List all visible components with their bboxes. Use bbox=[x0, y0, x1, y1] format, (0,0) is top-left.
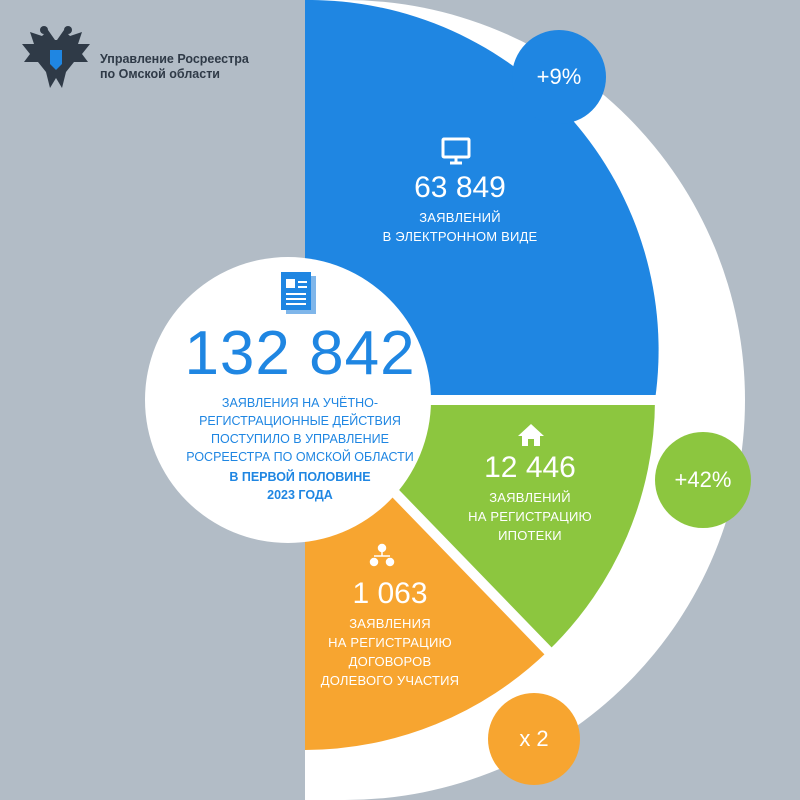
total-block bbox=[160, 319, 440, 388]
organization-line-1: Управление Росреестра bbox=[100, 52, 249, 66]
badge-electronic-growth: +9% bbox=[512, 30, 606, 124]
shared-construction-line-3: ДОГОВОРОВ bbox=[348, 654, 432, 669]
total-line-4: РОСРЕЕСТРА ПО ОМСКОЙ ОБЛАСТИ bbox=[186, 450, 414, 464]
electronic-line-1: ЗАЯВЛЕНИЙ bbox=[419, 210, 501, 225]
organization-line-2: по Омской области bbox=[100, 67, 220, 81]
total-description bbox=[160, 394, 440, 504]
total-line-1: ЗАЯВЛЕНИЯ НА УЧЁТНО- bbox=[221, 396, 379, 410]
electronic-value: 63 849 bbox=[414, 171, 506, 204]
total-highlight-2: 2023 ГОДА bbox=[267, 488, 333, 502]
total-line-3: ПОСТУПИЛО В УПРАВЛЕНИЕ bbox=[211, 432, 389, 446]
total-line-2: РЕГИСТРАЦИОННЫЕ ДЕЙСТВИЯ bbox=[199, 414, 401, 428]
mortgage-text bbox=[440, 452, 620, 545]
mortgage-line-1: ЗАЯВЛЕНИЙ bbox=[489, 490, 571, 505]
shared-construction-line-4: ДОЛЕВОГО УЧАСТИЯ bbox=[320, 673, 460, 688]
mortgage-value: 12 446 bbox=[484, 451, 576, 484]
total-value: 132 842 bbox=[184, 319, 416, 388]
mortgage-line-2: НА РЕГИСТРАЦИЮ bbox=[468, 509, 592, 524]
electronic-line-2: В ЭЛЕКТРОННОМ ВИДЕ bbox=[382, 229, 538, 244]
badge-mortgage-growth: +42% bbox=[655, 432, 751, 528]
badge-shared-construction-growth: x 2 bbox=[488, 693, 580, 785]
total-highlight-1: В ПЕРВОЙ ПОЛОВИНЕ bbox=[229, 470, 371, 484]
shared-construction-line-1: ЗАЯВЛЕНИЯ bbox=[349, 616, 431, 631]
mortgage-line-3: ИПОТЕКИ bbox=[498, 528, 562, 543]
shared-construction-value: 1 063 bbox=[352, 577, 428, 610]
shared-construction-line-2: НА РЕГИСТРАЦИЮ bbox=[328, 635, 452, 650]
electronic-text bbox=[370, 172, 550, 246]
organization-name bbox=[100, 52, 249, 82]
double-headed-eagle-emblem bbox=[22, 26, 90, 88]
shared-construction-text bbox=[300, 578, 480, 690]
document-icon bbox=[281, 272, 316, 314]
